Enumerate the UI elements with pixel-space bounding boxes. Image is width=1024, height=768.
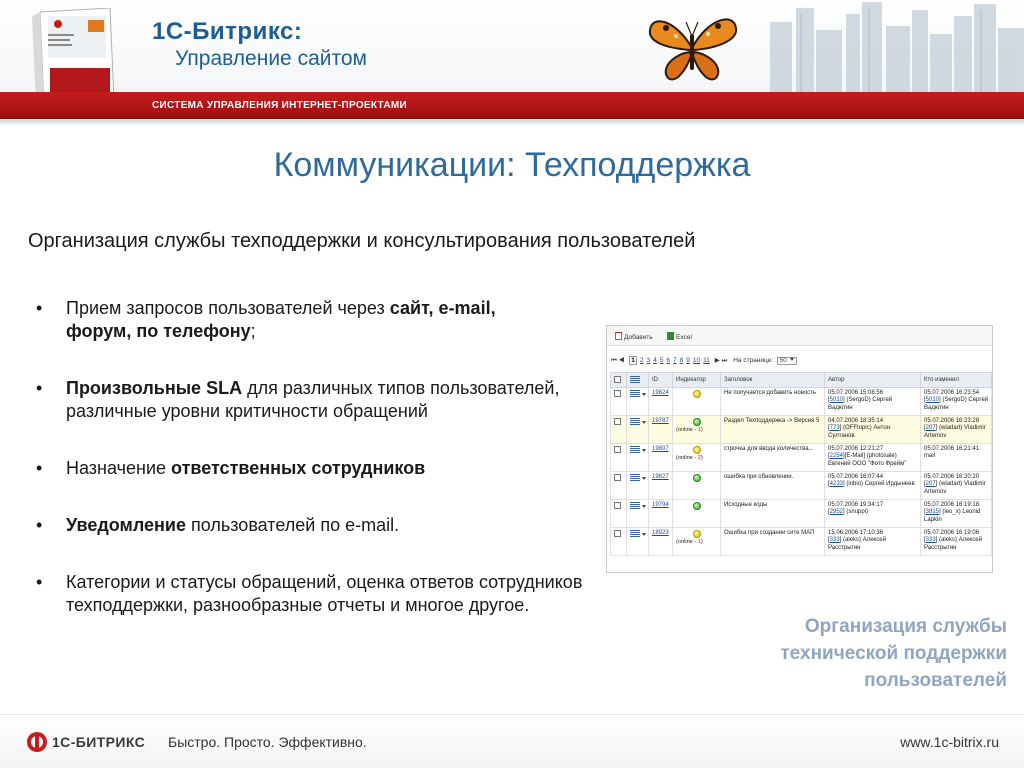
bullet-text-tail: для различных типов пользователей, различные уровни критичности обращений (66, 378, 560, 421)
author-date: 04.07.2006 18:35:14 (828, 418, 884, 424)
author-link[interactable]: 5010 (829, 397, 844, 404)
indicator-cell (673, 472, 721, 500)
ticket-id-cell (649, 500, 673, 528)
status-indicator-icon (693, 446, 701, 454)
chevron-down-icon (790, 358, 794, 361)
ticket-id-cell (649, 416, 673, 444)
author-name: (OFFtopic) Антон Султанов (828, 425, 891, 439)
online-count: (online - 1) (676, 539, 703, 545)
indicator-cell (673, 500, 721, 528)
row-menu-cell[interactable] (627, 444, 649, 472)
changed-by-link[interactable]: 333 (925, 537, 936, 544)
row-select-cell[interactable] (611, 472, 627, 500)
author-date: 15.06.2006 17:10:36 (828, 530, 884, 536)
butterfly-image (646, 10, 738, 86)
author-link[interactable]: 4233 (829, 481, 844, 488)
author-name: (snuppi) (844, 509, 869, 516)
changed-by-link[interactable]: 5010 (925, 397, 940, 404)
changed-by-cell (921, 444, 992, 472)
bullet-item (36, 297, 536, 343)
author-name: (inbio) Сергей Ирдынеев (844, 481, 915, 488)
excel-icon (667, 332, 674, 340)
chevron-down-icon[interactable] (642, 393, 646, 396)
ticket-title-cell: строчка для ввода количества... (721, 444, 825, 472)
author-cell: 05.07.2006 15:08:56 [5010] (SergoD) Сергей Вадютин (825, 388, 921, 416)
select-all-checkbox[interactable] (614, 376, 621, 383)
row-menu-icon[interactable] (630, 502, 640, 509)
row-menu-icon[interactable] (630, 418, 640, 425)
column-header-id[interactable]: ID (649, 373, 673, 388)
ticket-id-link[interactable]: 18923 (652, 530, 669, 536)
changed-by-cell: 05.07.2006 16:23:28 [207] (wladart) Vladimir Artemov (921, 416, 992, 444)
row-checkbox[interactable] (614, 418, 621, 425)
page-link[interactable]: 6 (666, 357, 671, 364)
table-row[interactable] (611, 528, 992, 556)
table-row[interactable] (611, 500, 992, 528)
changed-by-name: (leo_x) Leonid Lapkin (924, 509, 981, 523)
ticket-id-link[interactable]: 19794 (652, 502, 669, 508)
changed-date: 05.07.2006 16:23:28 (924, 418, 980, 424)
ticket-id-link[interactable]: 19824 (652, 390, 669, 396)
column-header-indicator[interactable]: Индикатор (673, 373, 721, 388)
row-checkbox[interactable] (614, 502, 621, 509)
row-menu-icon[interactable] (630, 530, 640, 537)
city-skyline-image (0, 0, 1024, 96)
changed-by-name: mail (924, 453, 936, 460)
changed-by-link[interactable]: 207 (925, 425, 936, 432)
page-link[interactable]: 1 (631, 357, 635, 364)
ticket-id-cell (649, 528, 673, 556)
per-page-value: 50 (779, 358, 787, 364)
column-header-title[interactable]: Заголовок (721, 373, 825, 388)
row-select-cell[interactable] (611, 444, 627, 472)
author-cell: 04.07.2006 18:35:14 [773] (OFFtopic) Антон Султанов (825, 416, 921, 444)
add-button-label: Добавить (624, 334, 653, 341)
chevron-down-icon[interactable] (642, 477, 646, 480)
ticket-title-cell: Исходные коды (721, 500, 825, 528)
row-select-cell[interactable] (611, 528, 627, 556)
indicator-cell (673, 388, 721, 416)
status-indicator-icon (693, 390, 701, 398)
indicator-cell (673, 416, 721, 444)
last-page-icon[interactable]: ⏭ (721, 357, 728, 364)
table-row[interactable] (611, 388, 992, 416)
first-page-icon[interactable]: ⏮ (611, 357, 617, 364)
per-page-label: На странице: (733, 357, 774, 364)
menu-column-header (627, 373, 649, 388)
ticket-id-cell (649, 472, 673, 500)
author-cell: 05.07.2006 16:07:44 [4233] (inbio) Сергей Ирдынеев (825, 472, 921, 500)
online-count: (online - 1) (676, 427, 703, 433)
footer-url[interactable]: www.1c-bitrix.ru (900, 734, 999, 750)
page-link[interactable]: 10 (692, 357, 701, 364)
indicator-cell (673, 444, 721, 472)
ticket-title-cell: ошибка при обновлении. (721, 472, 825, 500)
footer-slogan: Быстро. Просто. Эффективно. (168, 734, 367, 750)
author-link[interactable]: 2952 (829, 509, 844, 516)
author-cell: 05.07.2006 12:21:27 [2254][E-Mail] (photosale) Евгений ООО "Фото Фрейм" (825, 444, 921, 472)
ticket-id-cell (649, 388, 673, 416)
chevron-down-icon[interactable] (642, 421, 646, 424)
ticket-title-cell: Не получается добавить новость (721, 388, 825, 416)
list-menu-icon (630, 376, 640, 383)
bullet-item (36, 514, 596, 537)
page-link[interactable]: 2 (639, 357, 644, 364)
brand-subtitle: Управление сайтом (175, 47, 367, 70)
indicator-cell (673, 528, 721, 556)
chevron-down-icon[interactable] (642, 505, 646, 508)
author-date: 05.07.2006 19:34:17 (828, 502, 884, 508)
bullet-text: Прием запросов пользователей через (66, 298, 390, 318)
page-link[interactable]: 5 (659, 357, 664, 364)
ticket-id-link[interactable]: 19787 (652, 418, 669, 424)
bullet-text-tail: ; (250, 321, 256, 341)
author-link[interactable]: 773 (829, 425, 840, 432)
screenshot-caption: Организация службы технической поддержки пользователей (780, 616, 1007, 691)
row-checkbox[interactable] (614, 530, 621, 537)
ticket-title-cell: Раздел Техподдержка -> Версия 5 (721, 416, 825, 444)
changed-by-cell: 05.07.2006 16:23:54 [5010] (SergoD) Сергей Вадютин (921, 388, 992, 416)
row-menu-icon[interactable] (630, 474, 640, 481)
author-link[interactable]: 333 (829, 537, 840, 544)
header (0, 0, 1024, 120)
select-all-cell[interactable] (611, 373, 627, 388)
row-menu-cell[interactable] (627, 472, 649, 500)
add-icon (615, 332, 622, 340)
author-date: 05.07.2006 12:21:27 (828, 446, 884, 452)
column-header-changed-by[interactable]: Кто изменил (921, 373, 992, 388)
row-select-cell[interactable] (611, 388, 627, 416)
table-row[interactable] (611, 444, 992, 472)
row-menu-icon[interactable] (630, 390, 640, 397)
ticket-title-cell: Ошибка при создании сите МАП (721, 528, 825, 556)
header-band-text: СИСТЕМА УПРАВЛЕНИЯ ИНТЕРНЕТ-ПРОЕКТАМИ (152, 100, 407, 111)
slide-subtitle: Организация службы техподдержки и консультирования пользователей (28, 230, 696, 252)
author-date: 05.07.2006 15:08:56 (828, 390, 884, 396)
pager (611, 356, 797, 365)
panel-toolbar (607, 326, 992, 346)
author-link[interactable]: 2254 (829, 453, 844, 460)
row-menu-cell[interactable] (627, 500, 649, 528)
bullet-bold-text: ответственных сотрудников (171, 458, 426, 478)
page-link[interactable]: 3 (646, 357, 651, 364)
author-cell: 05.07.2006 19:34:17 [2952] (snuppi) (825, 500, 921, 528)
next-page-icon[interactable]: ▶ (714, 357, 720, 364)
ticket-table-body (611, 388, 992, 556)
bullet-bold-text: Произвольные SLA (66, 378, 243, 398)
page-link[interactable]: 11 (703, 357, 710, 364)
bullet-bold-text: Уведомление (66, 515, 187, 535)
pager-pages (629, 357, 713, 364)
table-row[interactable] (611, 416, 992, 444)
changed-date: 05.07.2006 16:19:06 (924, 530, 980, 536)
row-select-cell[interactable] (611, 416, 627, 444)
table-row[interactable] (611, 472, 992, 500)
page-link[interactable]: 4 (653, 357, 657, 364)
chevron-down-icon[interactable] (642, 533, 646, 536)
changed-by-name: (aleks) Алексей Расстрыгин (924, 537, 982, 551)
bullet-bold-text: сайт, e-mail, форум, по телефону (66, 298, 496, 341)
changed-by-link[interactable]: 207 (925, 481, 936, 488)
online-count: (online - 2) (676, 455, 703, 461)
bullet-text-tail: пользователей по e-mail. (186, 515, 400, 535)
per-page-select[interactable] (777, 357, 797, 365)
helpdesk-screenshot (606, 325, 993, 573)
changed-by-name: (wladart) Vladimir Artemov (924, 481, 986, 495)
page-link[interactable]: 8 (679, 357, 684, 364)
page-link[interactable]: 7 (673, 357, 677, 364)
row-checkbox[interactable] (614, 446, 621, 453)
ticket-id-cell (649, 444, 673, 472)
changed-date: 05.07.2006 16:20:20 (924, 474, 980, 480)
page-link[interactable]: 9 (686, 357, 690, 364)
ticket-id-link[interactable]: 19807 (652, 446, 669, 452)
row-menu-icon[interactable] (630, 446, 640, 453)
row-checkbox[interactable] (614, 390, 621, 397)
row-checkbox[interactable] (614, 474, 621, 481)
header-shadow (0, 120, 1024, 126)
status-indicator-icon (693, 530, 701, 538)
bullet-item (36, 457, 596, 480)
slide-title: Коммуникации: Техподдержка (273, 146, 751, 184)
row-menu-cell[interactable] (627, 416, 649, 444)
bitrix-logo-icon (26, 731, 48, 753)
author-date: 05.07.2006 16:07:44 (828, 474, 884, 480)
changed-by-name: (SergoD) Сергей Вадютин (924, 397, 989, 411)
status-indicator-icon (693, 418, 701, 426)
footer (0, 714, 1024, 768)
author-name: (SergoD) Сергей Вадютин (828, 397, 893, 411)
feature-bullet-list (36, 297, 596, 617)
brand-name: 1С-Битрикс: (152, 18, 303, 45)
add-button[interactable] (615, 332, 653, 341)
changed-by-cell: 05.07.2006 16:19:06 [333] (aleks) Алексей Расстрыгин (921, 528, 992, 556)
table-header-row (611, 373, 992, 388)
row-select-cell[interactable] (611, 500, 627, 528)
bullet-item (36, 571, 596, 617)
row-menu-cell[interactable] (627, 388, 649, 416)
changed-by-cell: 05.07.2006 16:20:20 [207] (wladart) Vladimir Artemov (921, 472, 992, 500)
changed-by-link[interactable]: 3815 (925, 509, 940, 516)
status-indicator-icon (693, 502, 701, 510)
changed-date: 05.07.2006 16:21:41 (924, 446, 980, 452)
author-name: [E-Mail] (photosale) Евгений ООО "Фото Фрейм" (828, 453, 907, 467)
excel-button-label: Excel (676, 334, 692, 341)
ticket-id-link[interactable]: 19827 (652, 474, 669, 480)
status-indicator-icon (693, 474, 701, 482)
column-header-author[interactable]: Автор (825, 373, 921, 388)
prev-page-icon[interactable]: ◀ (618, 357, 625, 364)
chevron-down-icon[interactable] (642, 449, 646, 452)
footer-logo-text: 1С-БИТРИКС (52, 734, 146, 750)
ticket-table (610, 372, 992, 556)
changed-date: 05.07.2006 16:23:54 (924, 390, 980, 396)
bullet-text: Назначение (66, 458, 172, 478)
changed-date: 05.07.2006 16:19:18 (924, 502, 980, 508)
row-menu-cell[interactable] (627, 528, 649, 556)
author-cell: 15.06.2006 17:10:36 [333] (aleks) Алексей Расстрыгин (825, 528, 921, 556)
excel-button[interactable] (667, 332, 692, 341)
author-name: (aleks) Алексей Расстрыгин (828, 537, 886, 551)
changed-by-name: (wladart) Vladimir Artemov (924, 425, 986, 439)
bullet-text: Категории и статусы обращений, оценка ответов сотрудников техподдержки, разнообразные отчеты и многое другое. (66, 572, 583, 615)
bullet-item (36, 377, 596, 423)
changed-by-cell: 05.07.2006 16:19:18 [3815] (leo_x) Leonid Lapkin (921, 500, 992, 528)
